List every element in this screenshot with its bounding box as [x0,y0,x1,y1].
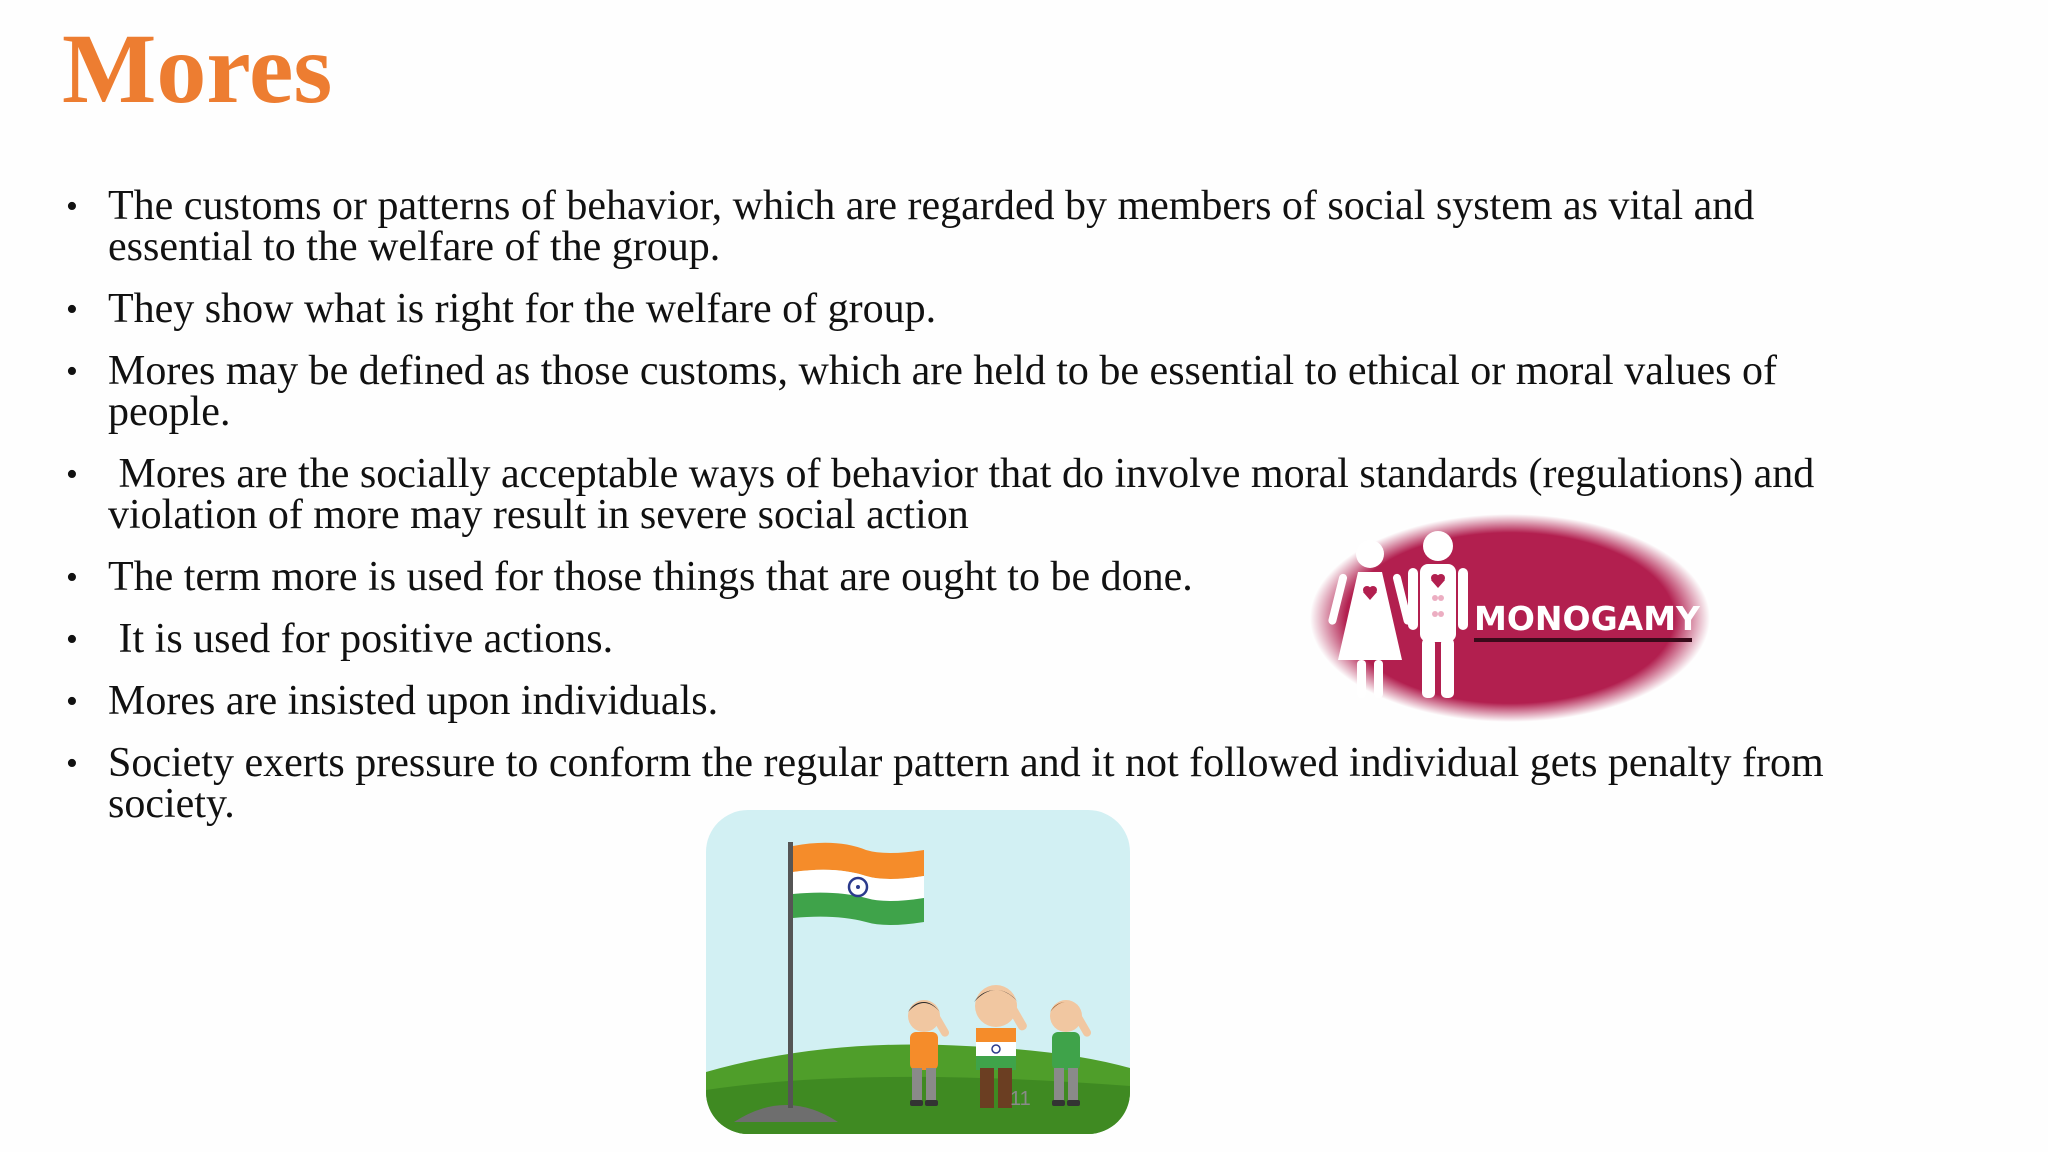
monogamy-image [1310,512,1710,724]
bullet-dot: • [66,456,78,493]
bullet-dot: • [66,188,78,225]
bullet-text: Mores are the socially acceptable ways of behavior that do involve moral standards (regulations) and violation of more may result in severe social action [108,451,1825,538]
monogamy-label: MONOGAMY [1474,599,1700,638]
bullet-dot: • [66,559,78,596]
bullet-item [66,183,1826,270]
page-number: 11 [1010,1088,1031,1110]
flag-salute-image [706,810,1130,1134]
bullet-text: It is used for positive actions. [108,616,614,662]
bullet-text: They show what is right for the welfare of group. [108,286,937,332]
bullet-text: The term more is used for those things that are ought to be done. [108,554,1193,600]
bullet-text: Mores are insisted upon individuals. [108,678,719,724]
flag-icon [793,843,924,925]
bullet-dot: • [66,621,78,658]
bullet-dot: • [66,683,78,720]
bullet-item [66,348,1826,435]
underline [1474,638,1692,642]
bullet-dot: • [66,745,78,782]
bullet-dot: • [66,353,78,390]
bullet-text: Mores may be defined as those customs, which are held to be essential to ethical or moral values of people. [108,348,1778,435]
slide-title: Mores [62,13,333,124]
flag-pole [788,842,793,1108]
bullet-text: Society exerts pressure to conform the regular pattern and it not followed individual gets penalty from society. [108,740,1824,827]
bullet-dot: • [66,291,78,328]
bullet-item [66,286,1826,332]
bullet-text: The customs or patterns of behavior, which are regarded by members of social system as vital and essential to the welfare of the group. [108,183,1755,270]
